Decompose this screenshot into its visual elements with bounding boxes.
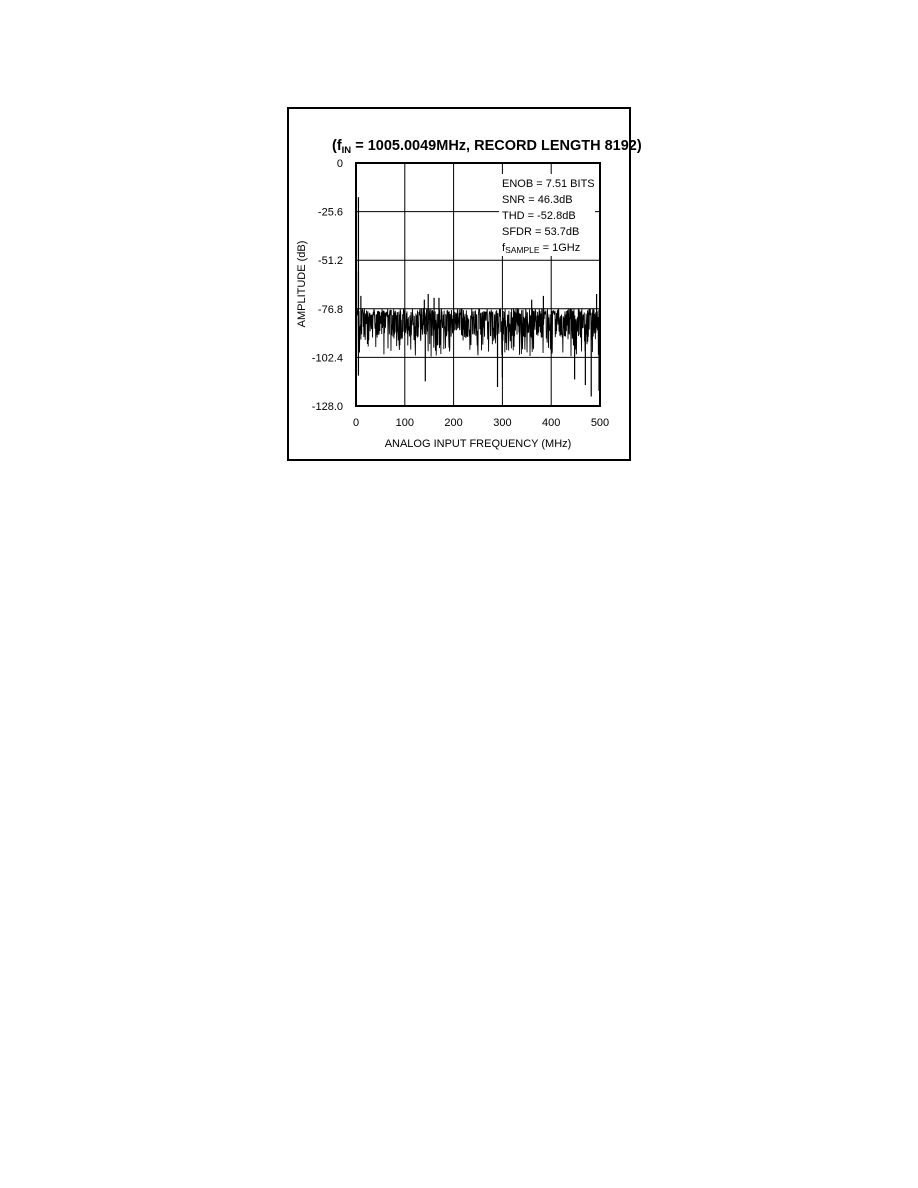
x-tick-label: 100 — [395, 417, 414, 429]
annotation-enob: ENOB = 7.51 BITS — [502, 178, 595, 190]
chart-title-rest: = 1005.0049MHz, RECORD LENGTH 8192) — [351, 138, 642, 154]
x-tick-label: 400 — [542, 417, 561, 429]
y-tick-label: -128.0 — [311, 401, 343, 413]
y-tick-label: -76.8 — [317, 303, 343, 316]
chart-title-subscript: IN — [341, 145, 352, 156]
x-tick-label: 500 — [590, 417, 610, 429]
x-axis-label: ANALOG INPUT FREQUENCY (MHz) — [384, 438, 572, 450]
y-tick-label: 0 — [336, 158, 343, 170]
annotation-fsample-rest: = 1GHz — [539, 242, 581, 254]
annotation-sfdr: SFDR = 53.7dB — [502, 226, 580, 238]
x-tick-label: 0 — [352, 417, 360, 429]
y-tick-label: -25.6 — [317, 206, 343, 219]
y-axis-label: AMPLITUDE (dB) — [296, 240, 308, 328]
annotation-snr: SNR = 46.3dB — [502, 194, 573, 206]
y-tick-label: -51.2 — [317, 255, 343, 268]
annotation-fsample-prefix: f — [502, 242, 506, 254]
x-tick-label: 200 — [444, 417, 463, 429]
x-tick-label: 300 — [493, 417, 512, 429]
annotation-fsample-sub: SAMPLE — [505, 245, 540, 255]
annotation-thd: THD = -52.8dB — [502, 210, 576, 222]
chart-title — [332, 138, 642, 156]
chart-title-prefix: (f — [332, 138, 342, 154]
y-tick-label: -102.4 — [311, 352, 343, 365]
annotation-block — [499, 174, 595, 256]
